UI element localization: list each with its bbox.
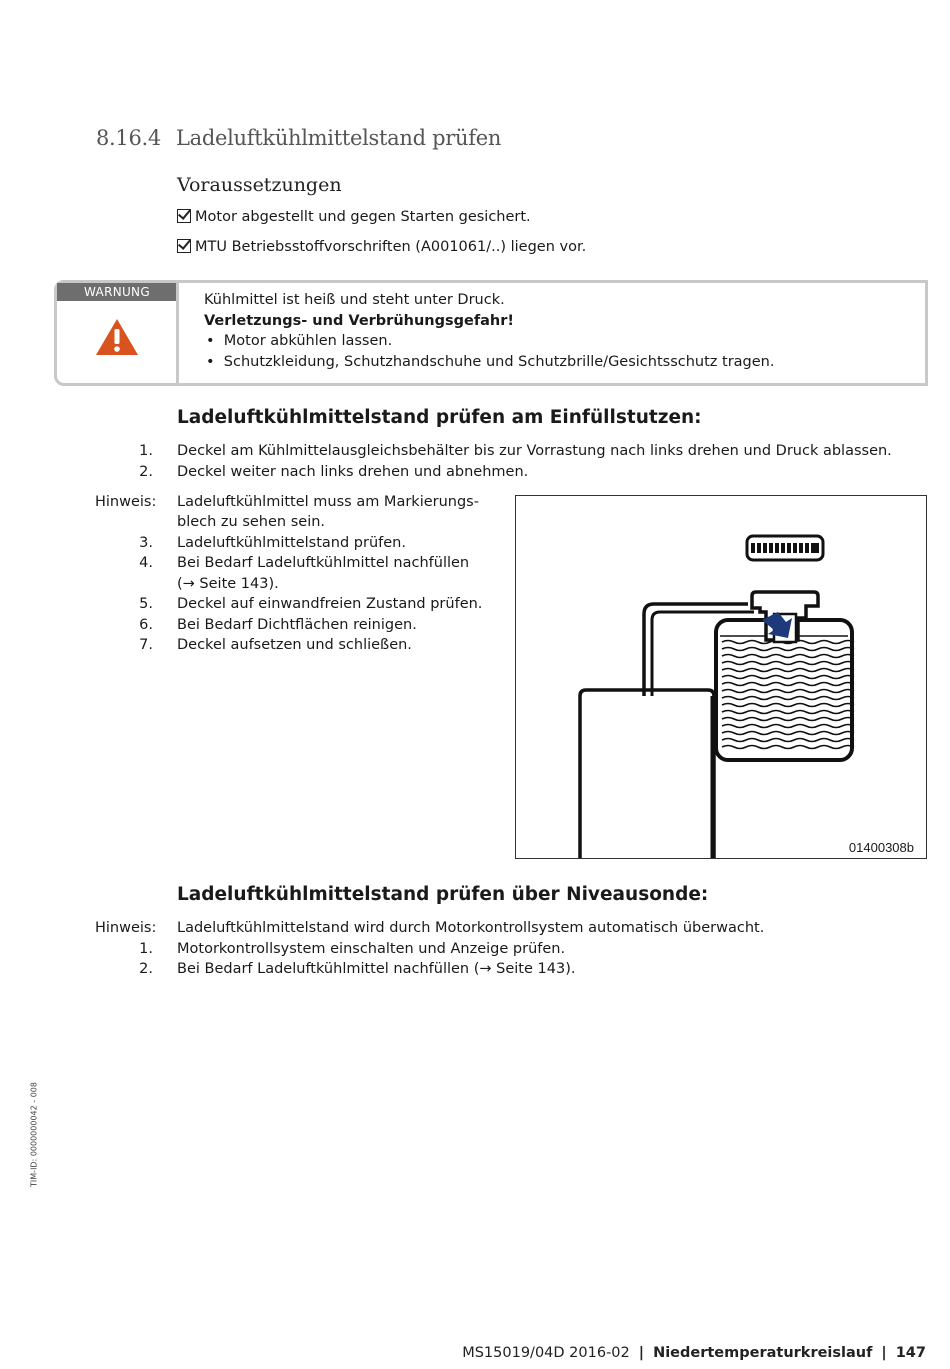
prerequisite-text: MTU Betriebsstoffvorschriften (A001061/..) liegen vor.	[195, 239, 587, 255]
hint-text: blech zu sehen sein.	[177, 514, 326, 530]
warning-line-2: Verletzungs- und Verbrühungsgefahr!	[204, 313, 515, 329]
cap-icon	[747, 536, 823, 560]
warning-bullet: • Motor abkühlen lassen.	[206, 333, 393, 349]
footer-chapter: Niedertemperaturkreislauf	[653, 1345, 873, 1361]
step-number: 1.	[139, 443, 153, 459]
coolant-tank-illustration	[516, 496, 926, 858]
warning-label: WARNUNG	[57, 283, 177, 301]
prerequisite-item	[177, 209, 531, 225]
step-number: 3.	[139, 535, 153, 551]
step-number: 2.	[139, 464, 153, 480]
step-number: 1.	[139, 941, 153, 957]
step-number: 4.	[139, 555, 153, 571]
step-text: Bei Bedarf Ladeluftkühlmittel nachfüllen	[177, 555, 470, 571]
checkbox-checked-icon	[177, 239, 191, 253]
hint-label: Hinweis:	[95, 920, 157, 936]
step-number: 6.	[139, 617, 153, 633]
warning-bullet-text: Motor abkühlen lassen.	[223, 333, 393, 349]
warning-divider	[176, 283, 179, 383]
prerequisite-item	[177, 239, 586, 255]
step-number: 7.	[139, 637, 153, 653]
footer-doc: MS15019/04D 2016-02	[462, 1345, 630, 1361]
warning-line-1: Kühlmittel ist heiß und steht unter Druck.	[204, 292, 505, 308]
step-text: (→ Seite 143).	[177, 576, 279, 592]
step-text: Ladeluftkühlmittelstand prüfen.	[177, 535, 406, 551]
side-tim-id: TIM-ID: 0000000042 - 008	[29, 1082, 39, 1187]
page-footer: MS15019/04D 2016-02 | Niedertemperaturkreislauf | 147	[462, 1345, 926, 1361]
prerequisites-heading: Voraussetzungen	[177, 174, 342, 196]
warning-bullet: • Schutzkleidung, Schutzhandschuhe und Schutzbrille/Gesichtsschutz tragen.	[206, 354, 775, 370]
prerequisite-text: Motor abgestellt und gegen Starten gesichert.	[195, 209, 531, 225]
step-text: Bei Bedarf Dichtflächen reinigen.	[177, 617, 417, 633]
figure-code: 01400308b	[848, 840, 914, 855]
hint-text: Ladeluftkühlmittelstand wird durch Motorkontrollsystem automatisch überwacht.	[177, 920, 765, 936]
step-text: Motorkontrollsystem einschalten und Anzeige prüfen.	[177, 941, 566, 957]
footer-page: 147	[895, 1345, 926, 1361]
step-text: Deckel aufsetzen und schließen.	[177, 637, 412, 653]
step-text: Deckel am Kühlmittelausgleichsbehälter bis zur Vorrastung nach links drehen und Druck ablassen.	[177, 443, 892, 459]
section-title-text: Ladeluftkühlmittelstand prüfen	[176, 126, 502, 150]
hint-text: Ladeluftkühlmittel muss am Markierungs-	[177, 494, 479, 510]
step-text: Deckel weiter nach links drehen und abnehmen.	[177, 464, 529, 480]
hint-label: Hinweis:	[95, 494, 157, 510]
step-text: Bei Bedarf Ladeluftkühlmittel nachfüllen (→ Seite 143).	[177, 961, 576, 977]
step-number: 2.	[139, 961, 153, 977]
checkbox-checked-icon	[177, 209, 191, 223]
warning-triangle-icon	[95, 318, 139, 356]
figure-coolant-tank	[515, 495, 927, 859]
step-number: 5.	[139, 596, 153, 612]
section-title	[96, 126, 501, 150]
step-text: Deckel auf einwandfreien Zustand prüfen.	[177, 596, 483, 612]
part2-heading: Ladeluftkühlmittelstand prüfen über Niveausonde:	[177, 884, 709, 905]
part1-heading: Ladeluftkühlmittelstand prüfen am Einfüllstutzen:	[177, 407, 702, 428]
warning-bullet-text: Schutzkleidung, Schutzhandschuhe und Schutzbrille/Gesichtsschutz tragen.	[223, 354, 775, 370]
section-number: 8.16.4	[96, 126, 161, 150]
